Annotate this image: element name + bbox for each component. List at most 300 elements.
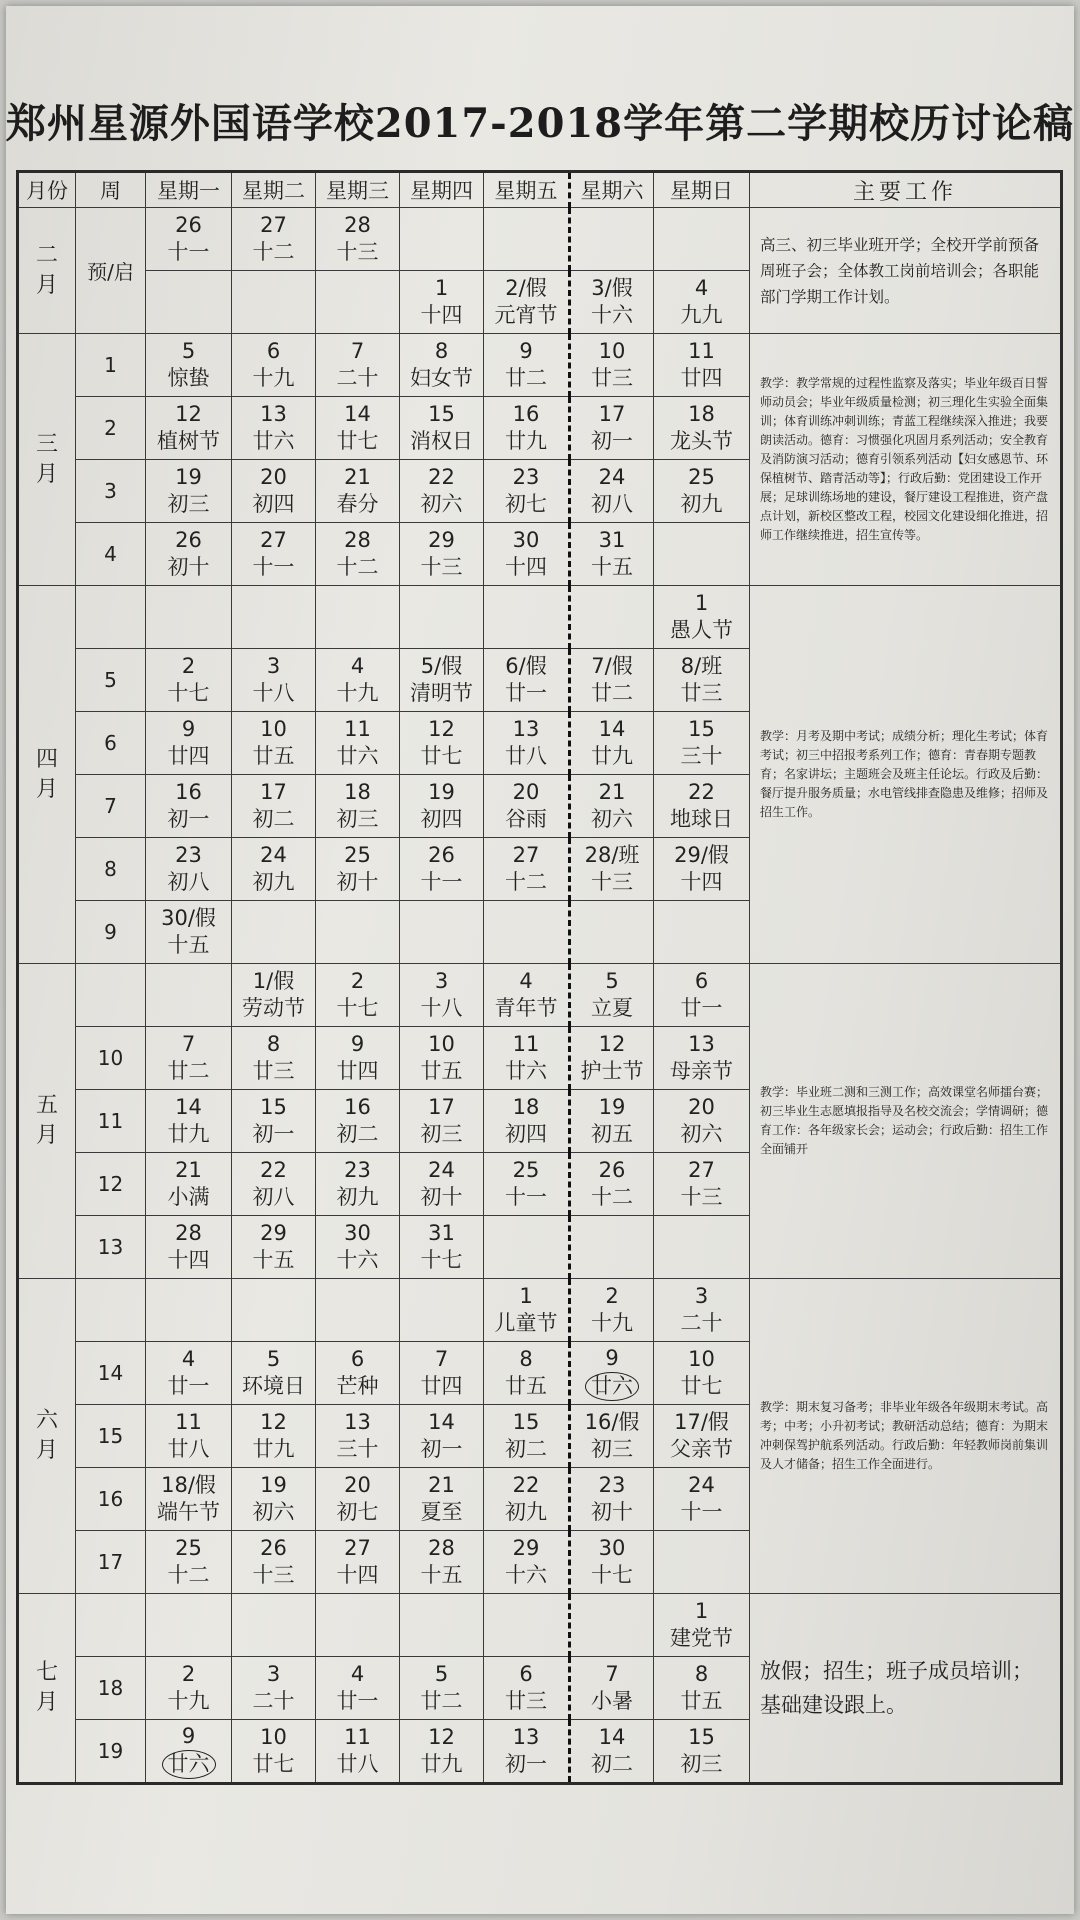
date-cell — [570, 334, 654, 397]
date-number: 14 — [598, 717, 626, 741]
week-number: 14 — [76, 1342, 146, 1405]
lunar-label: 初一 — [252, 1122, 295, 1146]
date-cell — [232, 649, 316, 712]
empty-cell — [570, 1594, 654, 1657]
lunar-label: 十六 — [591, 303, 633, 327]
date-number: 15 — [512, 1410, 540, 1434]
lunar-label: 十七 — [167, 681, 210, 705]
empty-cell — [232, 901, 316, 964]
date-cell — [484, 838, 570, 901]
date-cell — [570, 1342, 654, 1405]
date-cell — [232, 1216, 316, 1279]
date-cell — [570, 460, 654, 523]
week-number: 15 — [76, 1405, 146, 1468]
week-number: 17 — [76, 1531, 146, 1594]
date-cell — [146, 838, 232, 901]
lunar-label: 初二 — [591, 1752, 633, 1776]
date-cell — [146, 460, 232, 523]
calendar-row — [18, 964, 1062, 1027]
empty-cell — [654, 1216, 750, 1279]
lunar-label: 十九 — [336, 681, 379, 705]
date-number: 28 — [344, 528, 371, 552]
date-number: 23 — [344, 1158, 371, 1182]
date-cell — [146, 1027, 232, 1090]
week-number — [76, 1594, 146, 1657]
date-cell — [232, 1720, 316, 1784]
week-number: 3 — [76, 460, 146, 523]
date-number: 5/假 — [420, 654, 463, 678]
date-number: 6 — [519, 1662, 533, 1686]
lunar-label: 惊蛰 — [167, 366, 210, 390]
date-number: 24 — [688, 1473, 715, 1497]
lunar-label: 初八 — [167, 870, 210, 894]
date-cell — [316, 397, 400, 460]
lunar-label: 初二 — [252, 807, 295, 831]
lunar-label: 十九 — [252, 366, 295, 390]
date-number: 3 — [694, 1284, 709, 1308]
lunar-label: 廿七 — [420, 744, 463, 768]
date-number: 13 — [512, 1725, 540, 1749]
date-number: 6 — [266, 339, 281, 363]
week-number: 8 — [76, 838, 146, 901]
date-cell — [232, 1027, 316, 1090]
date-cell — [400, 1657, 484, 1720]
date-number: 3 — [434, 969, 449, 993]
lunar-label: 初一 — [591, 429, 633, 453]
month-cell: 三 月 — [18, 334, 76, 586]
lunar-label: 初十 — [336, 870, 379, 894]
date-number: 16 — [344, 1095, 371, 1119]
date-cell — [484, 1342, 570, 1405]
header-day: 星期一 — [146, 172, 232, 208]
date-number: 28 — [428, 1536, 455, 1560]
date-number: 18 — [688, 402, 715, 426]
date-number: 28 — [344, 213, 371, 237]
lunar-label: 十五 — [420, 1563, 463, 1587]
date-cell — [654, 1594, 750, 1657]
date-cell — [654, 1342, 750, 1405]
lunar-label: 初一 — [420, 1437, 463, 1461]
date-cell — [232, 1657, 316, 1720]
lunar-label: 十六 — [505, 1563, 547, 1587]
date-number: 19 — [598, 1095, 626, 1119]
date-cell — [232, 1342, 316, 1405]
empty-cell — [316, 271, 400, 334]
date-number: 4 — [350, 1662, 365, 1686]
lunar-label: 十四 — [336, 1563, 379, 1587]
lunar-label: 廿九 — [505, 429, 547, 453]
lunar-label: 植树节 — [157, 429, 220, 453]
lunar-label: 廿八 — [167, 1437, 210, 1461]
date-number: 19 — [175, 465, 202, 489]
date-number: 29/假 — [674, 843, 729, 867]
week-number: 5 — [76, 649, 146, 712]
date-cell — [484, 1405, 570, 1468]
lunar-label: 廿九 — [252, 1437, 295, 1461]
date-number: 2/假 — [505, 276, 547, 300]
date-number: 20 — [344, 1473, 371, 1497]
date-cell — [232, 838, 316, 901]
date-cell — [484, 1027, 570, 1090]
empty-cell — [400, 1594, 484, 1657]
date-cell — [146, 712, 232, 775]
date-cell — [400, 271, 484, 334]
date-cell — [316, 775, 400, 838]
date-number: 7/假 — [591, 654, 633, 678]
date-number: 5 — [266, 1347, 281, 1371]
lunar-label: 十一 — [167, 240, 210, 264]
date-cell — [400, 1468, 484, 1531]
lunar-label: 十四 — [505, 555, 547, 579]
lunar-label: 二十 — [336, 366, 379, 390]
empty-cell — [484, 901, 570, 964]
empty-cell — [146, 1594, 232, 1657]
date-number: 20 — [260, 465, 287, 489]
date-number: 3 — [266, 1662, 281, 1686]
date-number: 4 — [519, 969, 533, 993]
header-week: 周 — [76, 172, 146, 208]
date-number: 26 — [260, 1536, 287, 1560]
date-cell — [146, 1153, 232, 1216]
date-cell — [654, 1027, 750, 1090]
date-number: 1 — [694, 591, 709, 615]
lunar-label: 初九 — [505, 1500, 547, 1524]
date-cell — [400, 523, 484, 586]
lunar-label: 廿五 — [680, 1689, 723, 1713]
date-cell — [400, 1342, 484, 1405]
lunar-label: 小暑 — [591, 1689, 633, 1713]
lunar-label: 初八 — [252, 1185, 295, 1209]
date-number: 27 — [344, 1536, 371, 1560]
date-cell — [654, 649, 750, 712]
date-cell — [146, 1090, 232, 1153]
date-number: 26 — [175, 213, 202, 237]
lunar-label: 廿三 — [252, 1059, 295, 1083]
date-number: 2 — [350, 969, 365, 993]
lunar-label: 小满 — [167, 1185, 210, 1209]
lunar-label: 廿一 — [167, 1374, 210, 1398]
date-number: 13 — [344, 1410, 371, 1434]
date-cell — [484, 460, 570, 523]
date-number: 27 — [512, 843, 540, 867]
empty-cell — [316, 1279, 400, 1342]
lunar-label: 初七 — [336, 1500, 379, 1524]
lunar-label: 廿四 — [167, 744, 210, 768]
date-cell — [570, 1090, 654, 1153]
lunar-label: 初九 — [336, 1185, 379, 1209]
lunar-label: 芒种 — [336, 1374, 379, 1398]
lunar-label: 廿六 — [336, 744, 379, 768]
date-number: 28/班 — [584, 843, 640, 867]
date-number: 12 — [598, 1032, 626, 1056]
header-day: 星期日 — [654, 172, 750, 208]
date-cell — [232, 208, 316, 271]
date-cell — [484, 1090, 570, 1153]
date-number: 10 — [688, 1347, 715, 1371]
week-number — [76, 964, 146, 1027]
date-cell — [146, 334, 232, 397]
date-number: 5 — [605, 969, 619, 993]
date-number: 11 — [512, 1032, 540, 1056]
lunar-label: 初二 — [505, 1437, 547, 1461]
date-number: 26 — [598, 1158, 626, 1182]
circled-mark: 廿六 — [585, 1372, 639, 1401]
header-row — [18, 172, 1062, 208]
date-cell — [146, 649, 232, 712]
empty-cell — [654, 1531, 750, 1594]
month-cell: 七 月 — [18, 1594, 76, 1784]
lunar-label: 初四 — [252, 492, 295, 516]
empty-cell — [570, 901, 654, 964]
week-number: 11 — [76, 1090, 146, 1153]
date-cell — [232, 460, 316, 523]
lunar-label: 立夏 — [591, 996, 633, 1020]
date-number: 27 — [688, 1158, 715, 1182]
empty-cell — [484, 208, 570, 271]
lunar-label: 初九 — [680, 492, 723, 516]
lunar-label: 十六 — [336, 1248, 379, 1272]
date-cell — [146, 775, 232, 838]
lunar-label: 廿五 — [252, 744, 295, 768]
lunar-label: 十九 — [591, 1311, 633, 1335]
empty-cell — [570, 1216, 654, 1279]
lunar-label: 十八 — [420, 996, 463, 1020]
date-cell — [400, 964, 484, 1027]
date-number: 22 — [260, 1158, 287, 1182]
date-cell — [146, 1405, 232, 1468]
main-work-cell: 教学：毕业班二测和三测工作；高效课堂名师擂台赛；初三毕业生志愿填报指导及名校交流会；学情调研；德育工作：各年级家长会；运动会；行政后勤：招生工作全面铺开 — [750, 964, 1062, 1279]
date-number: 9 — [605, 1346, 619, 1370]
header-day: 星期四 — [400, 172, 484, 208]
date-number: 13 — [688, 1032, 715, 1056]
date-cell — [400, 1405, 484, 1468]
date-cell — [400, 1090, 484, 1153]
lunar-label: 初一 — [167, 807, 210, 831]
date-cell — [654, 586, 750, 649]
date-cell — [316, 1531, 400, 1594]
empty-cell — [400, 1279, 484, 1342]
date-cell — [400, 649, 484, 712]
date-cell — [654, 964, 750, 1027]
date-cell — [146, 1342, 232, 1405]
date-cell — [484, 775, 570, 838]
date-cell — [232, 1468, 316, 1531]
lunar-label: 廿三 — [505, 1689, 547, 1713]
date-cell — [654, 397, 750, 460]
date-cell — [484, 1531, 570, 1594]
lunar-label: 廿二 — [591, 681, 633, 705]
empty-cell — [146, 271, 232, 334]
date-cell — [484, 523, 570, 586]
main-work-cell: 教学：期末复习备考；非毕业年级各年级期末考试。高考；中考；小升初考试；教研活动总结；德育：为期末冲刺保驾护航系列活动。行政后勤：年轻教师岗前集训及人才储备；招生工作全面进行。 — [750, 1279, 1062, 1594]
document-title: 郑州星源外国语学校2017-2018学年第二学期校历讨论稿 — [5, 100, 1075, 147]
date-cell — [316, 1657, 400, 1720]
date-number: 25 — [344, 843, 371, 867]
date-cell — [232, 712, 316, 775]
date-cell — [146, 1216, 232, 1279]
circled-mark: 廿六 — [162, 1750, 216, 1779]
date-cell — [570, 1153, 654, 1216]
date-cell — [570, 838, 654, 901]
date-number: 15 — [688, 717, 715, 741]
date-cell — [400, 838, 484, 901]
date-number: 18/假 — [161, 1473, 216, 1497]
date-number: 3 — [266, 654, 281, 678]
date-number: 7 — [605, 1662, 619, 1686]
date-cell — [316, 1153, 400, 1216]
date-cell — [484, 1279, 570, 1342]
lunar-label: 十七 — [336, 996, 379, 1020]
date-number: 9 — [350, 1032, 365, 1056]
date-number: 30 — [344, 1221, 371, 1245]
date-number: 11 — [175, 1410, 202, 1434]
date-number: 14 — [598, 1725, 626, 1749]
empty-cell — [316, 901, 400, 964]
date-number: 29 — [260, 1221, 287, 1245]
date-cell — [484, 1468, 570, 1531]
date-cell — [570, 397, 654, 460]
calendar-row — [18, 334, 1062, 397]
date-cell — [316, 1405, 400, 1468]
date-number: 10 — [598, 339, 626, 363]
date-number: 21 — [428, 1473, 455, 1497]
main-work-cell: 教学：教学常规的过程性监察及落实；毕业年级百日誓师动员会；毕业年级质量检测；初三理化生实验全面集训；体育训练冲刺训练；青蓝工程继续深入推进；我要朗读活动。德育：习惯强化巩固月系列活动；安全教育及消防演习活动；德育引领系列活动【妇女感恩节、环保植树节、踏青活动等】；行政后勤：党团建设工作开展；足球训练场地的建设，餐厅建设工程推进，资产盘点计划，新校区整改工程，校园文化建设细化推进，招师工作继续推进，招生宣传等。 — [750, 334, 1062, 586]
date-cell — [316, 523, 400, 586]
date-cell — [316, 1090, 400, 1153]
lunar-label: 十一 — [252, 555, 295, 579]
date-number: 14 — [344, 402, 371, 426]
date-cell — [232, 775, 316, 838]
date-number: 24 — [598, 465, 626, 489]
lunar-label: 廿二 — [505, 366, 547, 390]
lunar-label: 初九 — [252, 870, 295, 894]
lunar-label — [571, 1372, 653, 1401]
header-month: 月份 — [18, 172, 76, 208]
empty-cell — [484, 1594, 570, 1657]
date-number: 20 — [688, 1095, 715, 1119]
calendar-row — [18, 1594, 1062, 1657]
lunar-label: 廿九 — [591, 744, 633, 768]
date-number: 30 — [598, 1536, 626, 1560]
header-day: 星期五 — [484, 172, 570, 208]
date-number: 13 — [512, 717, 540, 741]
date-cell — [400, 1720, 484, 1784]
lunar-label: 十八 — [252, 681, 295, 705]
main-work-cell: 高三、初三毕业班开学；全校开学前预备周班子会；全体教工岗前培训会；各职能部门学期工作计划。 — [750, 208, 1062, 334]
empty-cell — [400, 901, 484, 964]
date-number: 16/假 — [584, 1410, 640, 1434]
lunar-label: 建党节 — [670, 1626, 733, 1650]
date-cell — [400, 712, 484, 775]
date-cell — [484, 1657, 570, 1720]
date-cell — [484, 964, 570, 1027]
lunar-label: 十二 — [591, 1185, 633, 1209]
date-cell — [570, 1720, 654, 1784]
lunar-label: 廿九 — [420, 1752, 463, 1776]
lunar-label: 廿九 — [167, 1122, 210, 1146]
date-cell — [484, 649, 570, 712]
lunar-label: 妇女节 — [410, 366, 473, 390]
date-cell — [316, 1342, 400, 1405]
lunar-label: 十七 — [591, 1563, 633, 1587]
date-cell — [484, 1720, 570, 1784]
date-number: 10 — [260, 717, 287, 741]
week-number: 10 — [76, 1027, 146, 1090]
lunar-label: 十五 — [252, 1248, 295, 1272]
date-number: 7 — [434, 1347, 449, 1371]
date-cell — [232, 964, 316, 1027]
date-number: 8 — [519, 1347, 533, 1371]
lunar-label: 春分 — [336, 492, 379, 516]
lunar-label: 初七 — [505, 492, 547, 516]
lunar-label: 初八 — [591, 492, 633, 516]
date-cell — [400, 1153, 484, 1216]
date-number: 30 — [512, 528, 540, 552]
lunar-label: 消权日 — [410, 429, 473, 453]
date-cell — [570, 271, 654, 334]
lunar-label: 廿八 — [336, 1752, 379, 1776]
date-number: 9 — [181, 1724, 196, 1748]
lunar-label: 劳动节 — [242, 996, 305, 1020]
date-cell — [232, 334, 316, 397]
empty-cell — [316, 586, 400, 649]
week-number: 6 — [76, 712, 146, 775]
date-number: 8 — [434, 339, 449, 363]
date-cell — [654, 1405, 750, 1468]
date-number: 20 — [512, 780, 540, 804]
empty-cell — [232, 1279, 316, 1342]
lunar-label: 二十 — [680, 1311, 723, 1335]
lunar-label: 廿五 — [505, 1374, 547, 1398]
lunar-label: 初三 — [591, 1437, 633, 1461]
date-cell — [146, 1468, 232, 1531]
empty-cell — [146, 1279, 232, 1342]
date-number: 8 — [266, 1032, 281, 1056]
date-number: 30/假 — [161, 906, 216, 930]
date-cell — [654, 271, 750, 334]
lunar-label: 三十 — [336, 1437, 379, 1461]
calendar-row — [18, 208, 1062, 271]
date-number: 11 — [344, 717, 371, 741]
week-number: 16 — [76, 1468, 146, 1531]
date-number: 1/假 — [252, 969, 295, 993]
header-day: 星期二 — [232, 172, 316, 208]
date-number: 24 — [260, 843, 287, 867]
date-number: 7 — [350, 339, 365, 363]
date-number: 2 — [181, 654, 196, 678]
lunar-label: 元宵节 — [494, 303, 558, 327]
calendar-row — [18, 586, 1062, 649]
date-cell — [316, 1468, 400, 1531]
lunar-label: 廿四 — [680, 366, 723, 390]
date-cell — [400, 775, 484, 838]
date-number: 23 — [598, 1473, 626, 1497]
date-number: 6 — [694, 969, 709, 993]
empty-cell — [484, 586, 570, 649]
empty-cell — [400, 208, 484, 271]
date-cell — [316, 334, 400, 397]
date-number: 13 — [260, 402, 287, 426]
date-cell — [654, 1279, 750, 1342]
date-cell — [146, 208, 232, 271]
lunar-label: 龙头节 — [670, 429, 733, 453]
date-cell — [316, 712, 400, 775]
lunar-label: 初六 — [591, 807, 633, 831]
lunar-label: 廿六 — [505, 1059, 547, 1083]
lunar-label: 愚人节 — [670, 618, 733, 642]
lunar-label: 廿四 — [420, 1374, 463, 1398]
date-cell — [146, 1657, 232, 1720]
